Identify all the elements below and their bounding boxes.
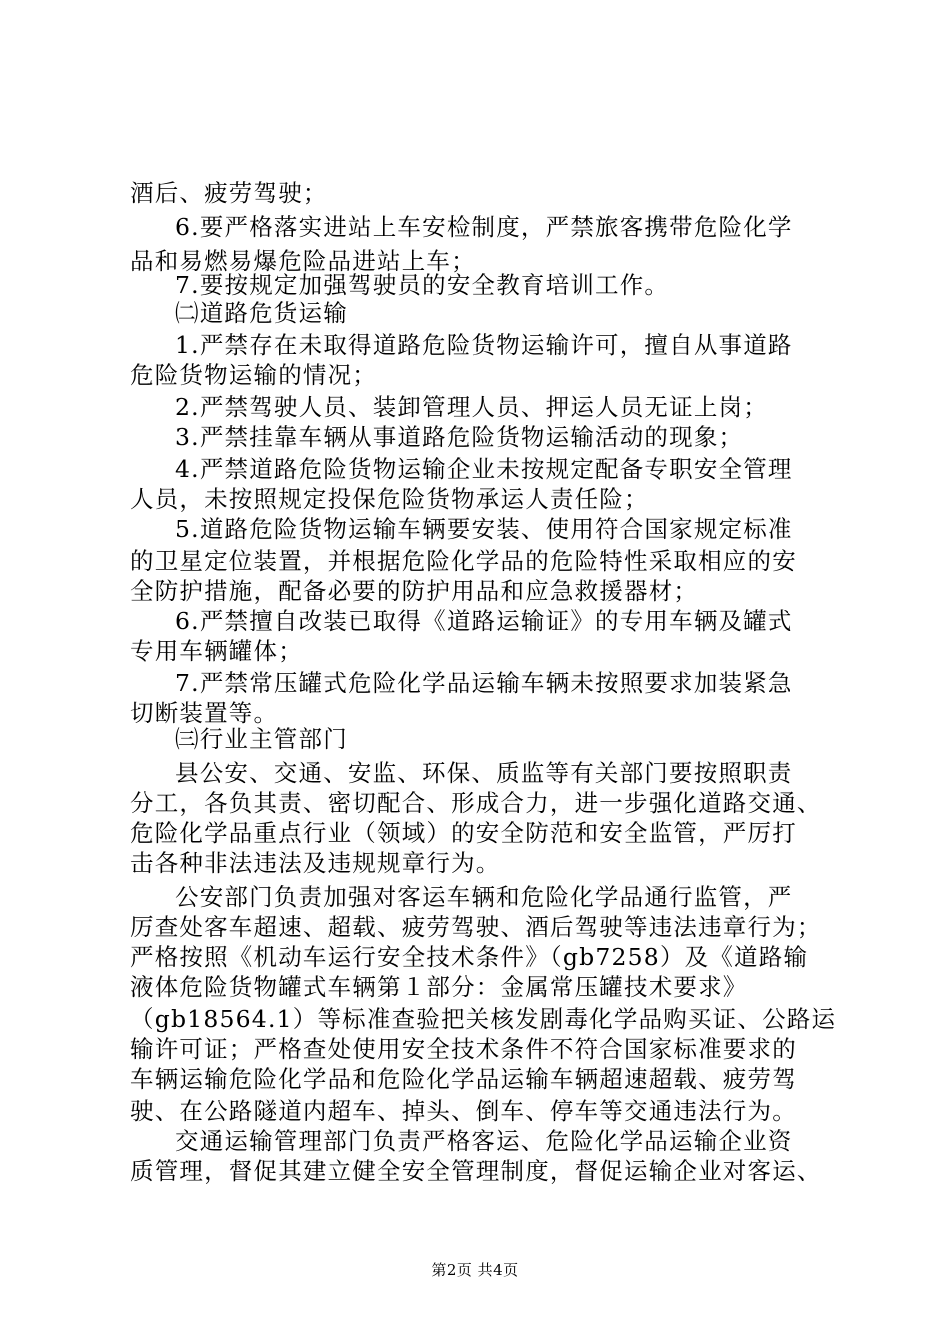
text-line: 交通运输管理部门负责严格客运、危险化学品运输企业资: [175, 1127, 793, 1155]
text-line: 危险化学品重点行业（领域）的安全防范和安全监管，严厉打: [130, 819, 797, 847]
section-heading: ㈢行业主管部门: [175, 725, 348, 753]
text-line: 酒后、疲劳驾驶；: [130, 179, 328, 207]
text-line: 3.严禁挂靠车辆从事道路危险货物运输活动的现象；: [175, 423, 744, 451]
text-line: 6.严禁擅自改装已取得《道路运输证》的专用车辆及罐式: [175, 607, 793, 635]
text-line: 全防护措施，配备必要的防护用品和应急救援器材；: [130, 577, 699, 605]
text-line: 击各种非法违法及违规规章行为。: [130, 849, 501, 877]
text-line: 县公安、交通、安监、环保、质监等有关部门要按照职责: [175, 759, 793, 787]
text-line: 分工，各负其责、密切配合、形成合力，进一步强化道路交通、: [130, 789, 822, 817]
text-line: 严格按照《机动车运行安全技术条件》（gb7258）及《道路输: [130, 943, 809, 971]
text-line: 的卫星定位装置，并根据危险化学品的危险特性采取相应的安: [130, 547, 797, 575]
text-line: 5.道路危险货物运输车辆要安装、使用符合国家规定标准: [175, 515, 793, 543]
text-line: 公安部门负责加强对客运车辆和危险化学品通行监管，严: [175, 883, 793, 911]
text-line: 1.严禁存在未取得道路危险货物运输许可，擅自从事道路: [175, 331, 793, 359]
text-line: 6.要严格落实进站上车安检制度，严禁旅客携带危险化学: [175, 213, 793, 241]
text-line: 输许可证；严格查处使用安全技术条件不符合国家标准要求的: [130, 1035, 797, 1063]
text-line: 危险货物运输的情况；: [130, 361, 377, 389]
section-heading: ㈡道路危货运输: [175, 299, 348, 327]
text-line: 液体危险货物罐式车辆第１部分：金属常压罐技术要求》: [130, 973, 748, 1001]
text-line: （gb18564.1）等标准查验把关核发剧毒化学品购买证、公路运: [130, 1005, 837, 1033]
text-line: 4.严禁道路危险货物运输企业未按规定配备专职安全管理: [175, 455, 793, 483]
text-line: 驶、在公路隧道内超车、掉头、倒车、停车等交通违法行为。: [130, 1097, 797, 1125]
text-line: 切断装置等。: [130, 699, 279, 727]
text-line: 厉查处客车超速、超载、疲劳驾驶、酒后驾驶等违法违章行为；: [130, 913, 822, 941]
text-line: 质管理，督促其建立健全安全管理制度，督促运输企业对客运、: [130, 1157, 822, 1185]
text-line: 7.严禁常压罐式危险化学品运输车辆未按照要求加装紧急: [175, 669, 793, 697]
text-line: 7.要按规定加强驾驶员的安全教育培训工作。: [175, 271, 670, 299]
text-line: 车辆运输危险化学品和危险化学品运输车辆超速超载、疲劳驾: [130, 1065, 797, 1093]
text-line: 品和易燃易爆危险品进站上车；: [130, 247, 476, 275]
page-footer: 第2页 共4页: [431, 1261, 519, 1279]
text-line: 人员，未按照规定投保危险货物承运人责任险；: [130, 485, 649, 513]
text-line: 专用车辆罐体；: [130, 637, 303, 665]
text-line: 2.严禁驾驶人员、装卸管理人员、押运人员无证上岗；: [175, 393, 768, 421]
